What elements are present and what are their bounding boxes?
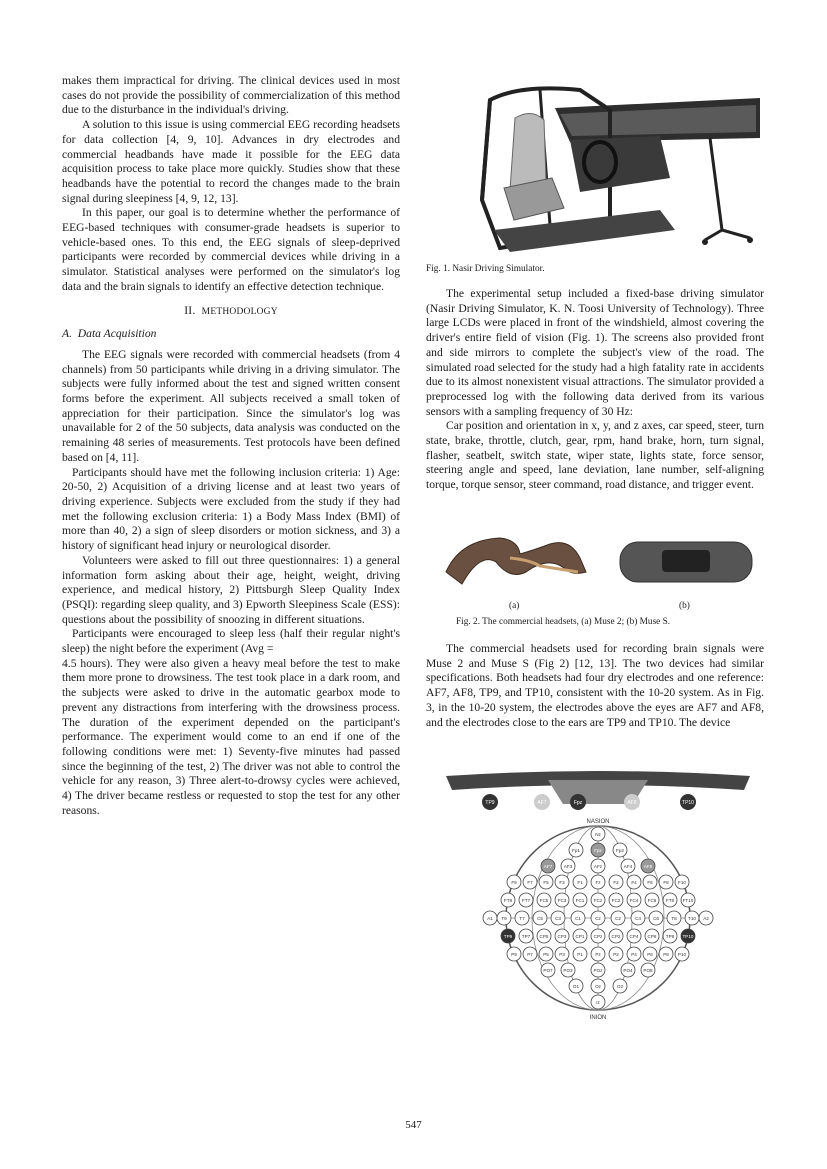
electrode — [555, 947, 569, 961]
electrode — [519, 893, 533, 907]
subsection-title: Data Acquisition — [77, 327, 157, 341]
electrode-label: C3 — [555, 915, 561, 921]
electrode-label: FC3 — [557, 897, 567, 903]
electrode — [613, 979, 627, 993]
electrode-label: CP3 — [557, 933, 567, 939]
electrode — [497, 911, 511, 925]
electrode-label: P1 — [577, 951, 583, 957]
electrode-label: FT8 — [665, 897, 675, 903]
electrode — [537, 929, 551, 943]
electrode — [507, 875, 521, 889]
electrode — [591, 859, 605, 873]
electrode-label: Fp1 — [572, 847, 580, 853]
electrode-label: CPz — [593, 933, 603, 939]
electrode — [627, 875, 641, 889]
electrode — [591, 979, 605, 993]
electrode-label: Fp2 — [616, 847, 624, 853]
electrode — [523, 875, 537, 889]
electrode — [591, 893, 605, 907]
electrode-label: TP10 — [682, 933, 694, 939]
electrode — [539, 875, 553, 889]
section-title: METHODOLOGY — [201, 306, 278, 317]
right-column-text-2 — [426, 642, 764, 730]
electrode — [645, 893, 659, 907]
electrode — [699, 911, 713, 925]
headband-electrode — [624, 794, 640, 810]
electrode — [561, 963, 575, 977]
electrode-label: CP5 — [539, 933, 549, 939]
electrode — [533, 911, 547, 925]
paragraph: Participants were encouraged to sleep less (half their regular night's sleep) the night before the experiment (Avg = — [62, 627, 400, 656]
electrode — [591, 911, 605, 925]
electrode-label: AF4 — [623, 863, 633, 869]
electrode-label: TP9 — [503, 933, 513, 939]
electrode — [591, 995, 605, 1009]
electrode-label: O1 — [572, 983, 580, 989]
electrode — [561, 859, 575, 873]
right-column-text-1 — [426, 287, 764, 493]
electrode — [675, 875, 689, 889]
electrode-label: F10 — [678, 879, 686, 885]
electrode-label: AF3 — [563, 863, 573, 869]
electrode — [523, 947, 537, 961]
electrode — [659, 875, 673, 889]
electrode — [541, 963, 555, 977]
electrode-label: Pz — [595, 951, 601, 957]
electrode — [627, 929, 641, 943]
subsection-heading — [62, 327, 400, 342]
electrode-label: C1 — [575, 915, 581, 921]
electrode-label: AF7 — [543, 863, 553, 869]
electrode-label: PO4 — [623, 967, 633, 973]
electrode-label: T10 — [688, 915, 696, 921]
electrode — [573, 875, 587, 889]
electrode-label: F9 — [511, 879, 517, 885]
electrode-label: PO8 — [643, 967, 653, 973]
electrode — [591, 963, 605, 977]
figure-1-caption: Fig. 1. Nasir Driving Simulator. — [426, 264, 545, 274]
electrode — [609, 929, 623, 943]
electrode-label: POz — [593, 967, 603, 973]
electrode-label: CP4 — [629, 933, 639, 939]
electrode-label: O2 — [616, 983, 624, 989]
electrode — [649, 911, 663, 925]
electrode-label: T8 — [671, 915, 677, 921]
electrode — [621, 859, 635, 873]
electrode — [569, 843, 583, 857]
electrode — [627, 947, 641, 961]
electrode — [573, 893, 587, 907]
electrode-label: F7 — [527, 879, 533, 885]
electrode — [573, 947, 587, 961]
eeg-10-20-figure — [438, 760, 758, 1022]
electrode-label: TP7 — [521, 933, 531, 939]
electrode-label: FC2 — [611, 897, 621, 903]
figure-2-label-a: (a) — [509, 601, 520, 611]
paragraph: In this paper, our goal is to determine whether the performance of EEG-based techniques with consumer-grade headsets is superior to vehicle-based ones. To this end, the EEG signals of sleep-deprived participants were recorded by commercial devices while driving in a simulator. Statistical analyses were performed on the simulator's log data and the brain signals to identify an effective detection technique. — [62, 206, 400, 293]
electrode — [663, 929, 677, 943]
electrode — [621, 963, 635, 977]
electrode-label: F3 — [559, 879, 565, 885]
electrode-label: Fpz — [594, 847, 602, 853]
electrode-label: P3 — [559, 951, 565, 957]
paragraph: The commercial headsets used for recording brain signals were Muse 2 and Muse S (Fig 2) [12, 13]. The two devices had similar specifications. Both headsets had four dry electrodes and one reference: AF7, AF8, TP9, and TP10, consistent with the 10-20 system. As in Fig. 3, in the 10-20 system, the electrodes above the eyes are AF7 and AF8, and the electrodes close to the ears are TP9 and TP10. The device — [426, 642, 764, 729]
subsection-letter: A. — [62, 327, 72, 341]
section-number: II. — [184, 303, 196, 317]
electrode — [591, 843, 605, 857]
electrode — [519, 929, 533, 943]
electrode — [609, 875, 623, 889]
paragraph: A solution to this issue is using commercial EEG recording headsets for data collection [4, 9, 10]. Advances in dry electrodes and commercial headbands have made it possible for the EEG data acquisition process to take place more quickly. Studies show that these headbands have the potential to record the changes made to the brain signal during sleepiness [4, 9, 12, 13]. — [62, 118, 400, 205]
electrode — [483, 911, 497, 925]
electrode-label: Oz — [595, 983, 601, 989]
electrode — [609, 893, 623, 907]
electrode — [555, 893, 569, 907]
electrode — [627, 893, 641, 907]
driving-simulator-image — [460, 80, 760, 258]
electrode — [515, 911, 529, 925]
electrode — [643, 875, 657, 889]
muse-headsets-image — [440, 532, 760, 594]
electrode-label: A2 — [703, 915, 709, 921]
electrode — [631, 911, 645, 925]
paragraph: The EEG signals were recorded with commercial headsets (from 4 channels) from 50 participants while driving in a driving simulator. The subjects were fully informed about the test and signed written consent forms before the experiment. All subjects received a small token of appreciation for their participation. Since the simulator's log was unavailable for 2 of the 50 subjects, data analysis was conducted on the remaining 48 series of measurements. Test protocols have been defined based on [4, 11]. — [62, 347, 400, 464]
electrode — [501, 893, 515, 907]
electrode-label: FC6 — [647, 897, 657, 903]
electrode-label: P5 — [543, 951, 549, 957]
electrode — [551, 911, 565, 925]
electrode-label: P10 — [677, 951, 687, 957]
paragraph: Participants should have met the following inclusion criteria: 1) Age: 20-50, 2) Acquisition of a driving license and at least two years of driving experience. Subjects were excluded from the study if they had met the following exclusion criteria: 1) a Body Mass Index (BMI) of more than 40, 2) a sign of sleep disorders or motion sickness, and 3) a history of significant head injury or neurological disorder. — [62, 465, 400, 553]
electrode — [641, 859, 655, 873]
electrode — [541, 859, 555, 873]
nasion-label: NASION — [586, 819, 610, 825]
electrode — [645, 929, 659, 943]
electrode — [611, 911, 625, 925]
paragraph: Car position and orientation in x, y, and z axes, car speed, steer, turn state, brake, throttle, clutch, gear, rpm, hand brake, horn, turn signal, flasher, seatbelt, switch state, wiper state, lights state, force sensor, steering angle and speed, lane deviation, lane number, self-aligning torque, torque sensor, steer command, road distance, and trigger event. — [426, 419, 764, 492]
electrode-label: F8 — [663, 879, 669, 885]
electrode-label: C4 — [635, 915, 641, 921]
electrode — [571, 911, 585, 925]
electrode-label: AF8 — [643, 863, 653, 869]
electrode — [591, 875, 605, 889]
figure-2-label-b: (b) — [679, 601, 690, 611]
electrode-label: FT9 — [503, 897, 513, 903]
electrode-label: FC5 — [539, 897, 549, 903]
electrode — [643, 947, 657, 961]
electrode — [663, 893, 677, 907]
electrode — [501, 929, 515, 943]
driving-simulator-figure — [460, 80, 760, 258]
eeg-10-20-diagram — [438, 760, 758, 1022]
electrode-label: C5 — [537, 915, 543, 921]
headband-electrode — [482, 794, 498, 810]
page-number: 547 — [405, 1119, 422, 1131]
electrode-label: T7 — [519, 915, 525, 921]
electrode-label: CP2 — [611, 933, 621, 939]
headband-electrode — [570, 794, 586, 810]
paragraph: Volunteers were asked to fill out three questionnaires: 1) a general information form asking about their age, height, weight, driving experience, and medical history, 2) Pittsburgh Sleep Quality Index (PSQI): regarding sleep quality, and 3) Epworth Sleepiness Scale (ESS): questions about the possibility of snoozing in different situations. — [62, 553, 400, 626]
headband-electrode-label: AF7 — [537, 800, 547, 806]
electrode — [591, 827, 605, 841]
electrode-label: F4 — [631, 879, 637, 885]
electrode-label: FC4 — [629, 897, 639, 903]
electrode-label: Nz — [595, 831, 601, 837]
electrode-label: T9 — [501, 915, 507, 921]
paragraph: The experimental setup included a fixed-base driving simulator (Nasir Driving Simulator, K. N. Toosi University of Technology). Three large LCDs were placed in front of the windshield, almost covering the driver's entire field of vision (Fig. 1). The screens also provided front and side mirrors to complete the subject's view of the road. The simulated road selected for the study had a high fatality rate in accidents due to its almost nonexistent visual attractions. The simulator provided a preprocessed log with the following data derived from its various sensors with a sampling frequency of 30 Hz: — [426, 287, 764, 418]
electrode — [539, 947, 553, 961]
electrode-label: P8 — [663, 951, 669, 957]
electrode-label: F2 — [613, 879, 619, 885]
paragraph: 4.5 hours). They were also given a heavy meal before the test to make them more prone to drowsiness. The test took place in a dark room, and the subjects were asked to drive in the automatic gearbox mode to prevent any distractions from interfering with the drowsiness process. The duration of the experiment depended on the participant's performance. The experiment would come to an end if one of the following conditions were met: 1) Seventy-five minutes had passed since the beginning of the test, 2) The driver was not able to control the vehicle for any reason, 3) Three alert-to-drowsy cycles were achieved, 4) The driver became restless or requested to stop the test for any other reasons. — [62, 656, 400, 817]
electrode-label: FC1 — [575, 897, 585, 903]
electrode-label: P7 — [527, 951, 533, 957]
electrode-label: C6 — [653, 915, 659, 921]
electrode-label: PO3 — [563, 967, 573, 973]
muse-headsets-figure — [440, 532, 760, 594]
electrode — [609, 947, 623, 961]
electrode — [573, 929, 587, 943]
electrode-label: Fz — [595, 879, 601, 885]
electrode-label: F6 — [647, 879, 653, 885]
headband-electrode — [680, 794, 696, 810]
electrode-label: FCz — [593, 897, 603, 903]
electrode-label: F1 — [577, 879, 583, 885]
headband-electrode-label: AF8 — [627, 800, 637, 806]
electrode-label: P4 — [631, 951, 637, 957]
electrode — [555, 929, 569, 943]
headband-electrode — [534, 794, 550, 810]
electrode — [591, 929, 605, 943]
electrode — [659, 947, 673, 961]
electrode — [591, 947, 605, 961]
electrode-label: AFz — [593, 863, 603, 869]
electrode — [641, 963, 655, 977]
electrode-label: C2 — [615, 915, 621, 921]
electrode-label: TP8 — [665, 933, 675, 939]
electrode — [555, 875, 569, 889]
electrode — [507, 947, 521, 961]
inion-label: INION — [589, 1015, 607, 1021]
electrode — [569, 979, 583, 993]
electrode-label: CP6 — [647, 933, 657, 939]
electrode-label: PO7 — [543, 967, 553, 973]
paragraph: makes them impractical for driving. The clinical devices used in most cases do not provide the possibility of commercialization of this method due to the disturbance in the individual's driving. — [62, 74, 400, 117]
electrode-label: CP1 — [575, 933, 585, 939]
electrode — [675, 947, 689, 961]
electrode-label: P6 — [647, 951, 653, 957]
headband-electrode-label: TP9 — [485, 800, 495, 806]
electrode — [613, 843, 627, 857]
left-column — [62, 74, 400, 818]
electrode — [681, 893, 695, 907]
electrode — [667, 911, 681, 925]
electrode-label: FT7 — [521, 897, 531, 903]
electrode — [681, 929, 695, 943]
headband-electrode-label: TP10 — [682, 800, 694, 806]
figure-2-caption: Fig. 2. The commercial headsets, (a) Muse 2; (b) Muse S. — [456, 617, 671, 627]
electrode — [537, 893, 551, 907]
electrode — [685, 911, 699, 925]
section-heading — [62, 304, 400, 320]
electrode-label: FT10 — [682, 897, 694, 903]
electrode-label: Iz — [596, 999, 600, 1005]
electrode-label: P9 — [511, 951, 517, 957]
electrode-label: Cz — [595, 915, 601, 921]
electrode-label: F5 — [543, 879, 549, 885]
electrode-label: A1 — [487, 915, 493, 921]
electrode-label: P2 — [613, 951, 619, 957]
headband-electrode-label: Fpz — [573, 800, 583, 806]
